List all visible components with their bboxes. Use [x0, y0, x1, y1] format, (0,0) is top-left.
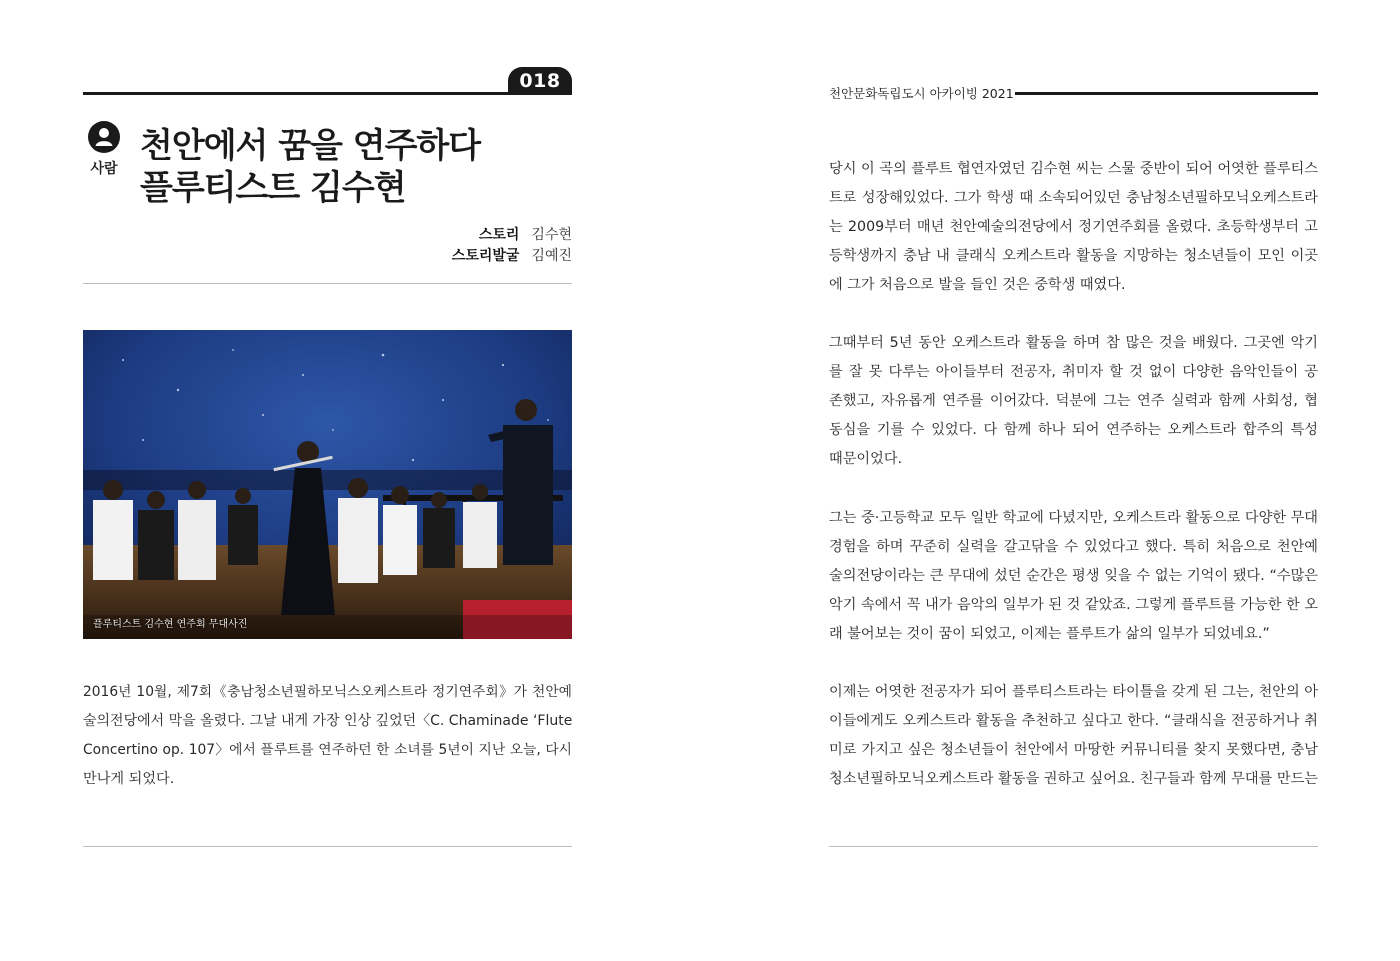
running-header: 천안문화독립도시 아카이빙 2021 [829, 86, 1014, 101]
credit-discovery [452, 245, 572, 265]
credit-story [479, 224, 572, 244]
text-line: 그때부터 5년 동안 오케스트라 활동을 하며 참 많은 것을 배웠다. 그곳엔 악기 [829, 335, 1318, 351]
credit-label: 스토리발굴 [451, 248, 520, 264]
text-line: 이들에게도 오케스트라 활동을 추천하고 싶다고 한다. “클래식을 전공하거나 취 [829, 713, 1318, 729]
text-line: 악기 속에서 꼭 내가 음악의 일부가 된 것 같았죠. 그렇게 플루트를 가능한 한 오 [829, 597, 1318, 613]
photo-caption: 플루티스트 김수현 연주회 무대사진 [93, 619, 248, 630]
article-title-line-2: 플루티스트 김수현 [140, 168, 406, 208]
text-line: 동심을 기를 수 있었다. 다 함께 하나 되어 연주하는 오케스트라 합주의 특성 [829, 422, 1318, 438]
credit-value: 김수현 [531, 227, 572, 243]
text-line: 만나게 되었다. [83, 771, 175, 787]
text-line: 술의전당에서 막을 올렸다. 그날 내게 가장 인상 깊었던〈C. Chaminade ‘Flute [83, 713, 573, 729]
body-paragraph [829, 504, 1318, 649]
text-line: 트로 성장해있었다. 그가 학생 때 소속되어있던 충남청소년필하모닉오케스트라 [829, 190, 1318, 206]
header-rule-left [83, 92, 572, 95]
text-line: 를 잘 못 다루는 아이들부터 전공자, 취미자 할 것 없이 다양한 음악인들이 공 [829, 364, 1318, 380]
divider [83, 283, 572, 284]
text-line: 래 불어보는 것이 꿈이 되었고, 이제는 플루트가 삶의 일부가 되었네요.” [829, 626, 1270, 642]
text-line: Concertino op. 107〉에서 플루트를 연주하던 한 소녀를 5년이 지난 오늘, 다시 [83, 742, 572, 758]
header-rule-right [1015, 92, 1318, 95]
text-line: 미로 가지고 싶은 청소년들이 천안에서 마땅한 커뮤니티를 찾지 못했다면, 충남 [829, 742, 1318, 758]
credit-value: 김예진 [531, 248, 572, 264]
text-line: 에 그가 처음으로 발을 들인 것은 중학생 때였다. [829, 277, 1126, 293]
text-line: 2016년 10월, 제7회《충남청소년필하모닉스오케스트라 정기연주회》가 천안예 [83, 684, 572, 700]
category-label: 사람 [90, 161, 118, 177]
body-paragraph [829, 678, 1318, 794]
article-title-line-1: 천안에서 꿈을 연주하다 [140, 126, 481, 166]
text-line: 청소년필하모닉오케스트라 활동을 권하고 싶어요. 친구들과 함께 무대를 만드는 [829, 771, 1318, 787]
text-line: 그는 중·고등학교 모두 일반 학교에 다녔지만, 오케스트라 활동으로 다양한 무대 [829, 510, 1318, 526]
body-paragraph [829, 329, 1318, 474]
text-line: 등학생까지 충남 내 클래식 오케스트라 활동을 지망하는 청소년들이 모인 이곳 [829, 248, 1318, 264]
text-line: 당시 이 곡의 플루트 협연자였던 김수현 씨는 스물 중반이 되어 어엿한 플루티스 [829, 161, 1318, 177]
text-line: 경험을 하며 꾸준히 실력을 갈고닦을 수 있었다고 했다. 특히 처음으로 천안예 [829, 539, 1318, 555]
footer-divider-right [829, 846, 1318, 847]
body-paragraph [829, 155, 1318, 300]
text-line: 술의전당이라는 큰 무대에 섰던 순간은 평생 잊을 수 없는 기억이 됐다. “수많은 [829, 568, 1318, 584]
text-line: 는 2009부터 매년 천안예술의전당에서 정기연주회를 올렸다. 초등학생부터 고 [829, 219, 1318, 235]
text-line: 이제는 어엿한 전공자가 되어 플루티스트라는 타이틀을 갖게 된 그는, 천안의 아 [829, 684, 1318, 700]
footer-divider-left [83, 846, 572, 847]
text-line: 때문이었다. [829, 451, 903, 467]
page-number-badge: 018 [508, 67, 572, 95]
intro-paragraph [83, 678, 572, 794]
concert-photo [83, 330, 572, 639]
text-line: 존했고, 자유롭게 연주를 이어갔다. 덕분에 그는 연주 실력과 함께 사회성, 협 [829, 393, 1318, 409]
person-icon [88, 121, 120, 153]
credit-label: 스토리 [478, 227, 520, 243]
